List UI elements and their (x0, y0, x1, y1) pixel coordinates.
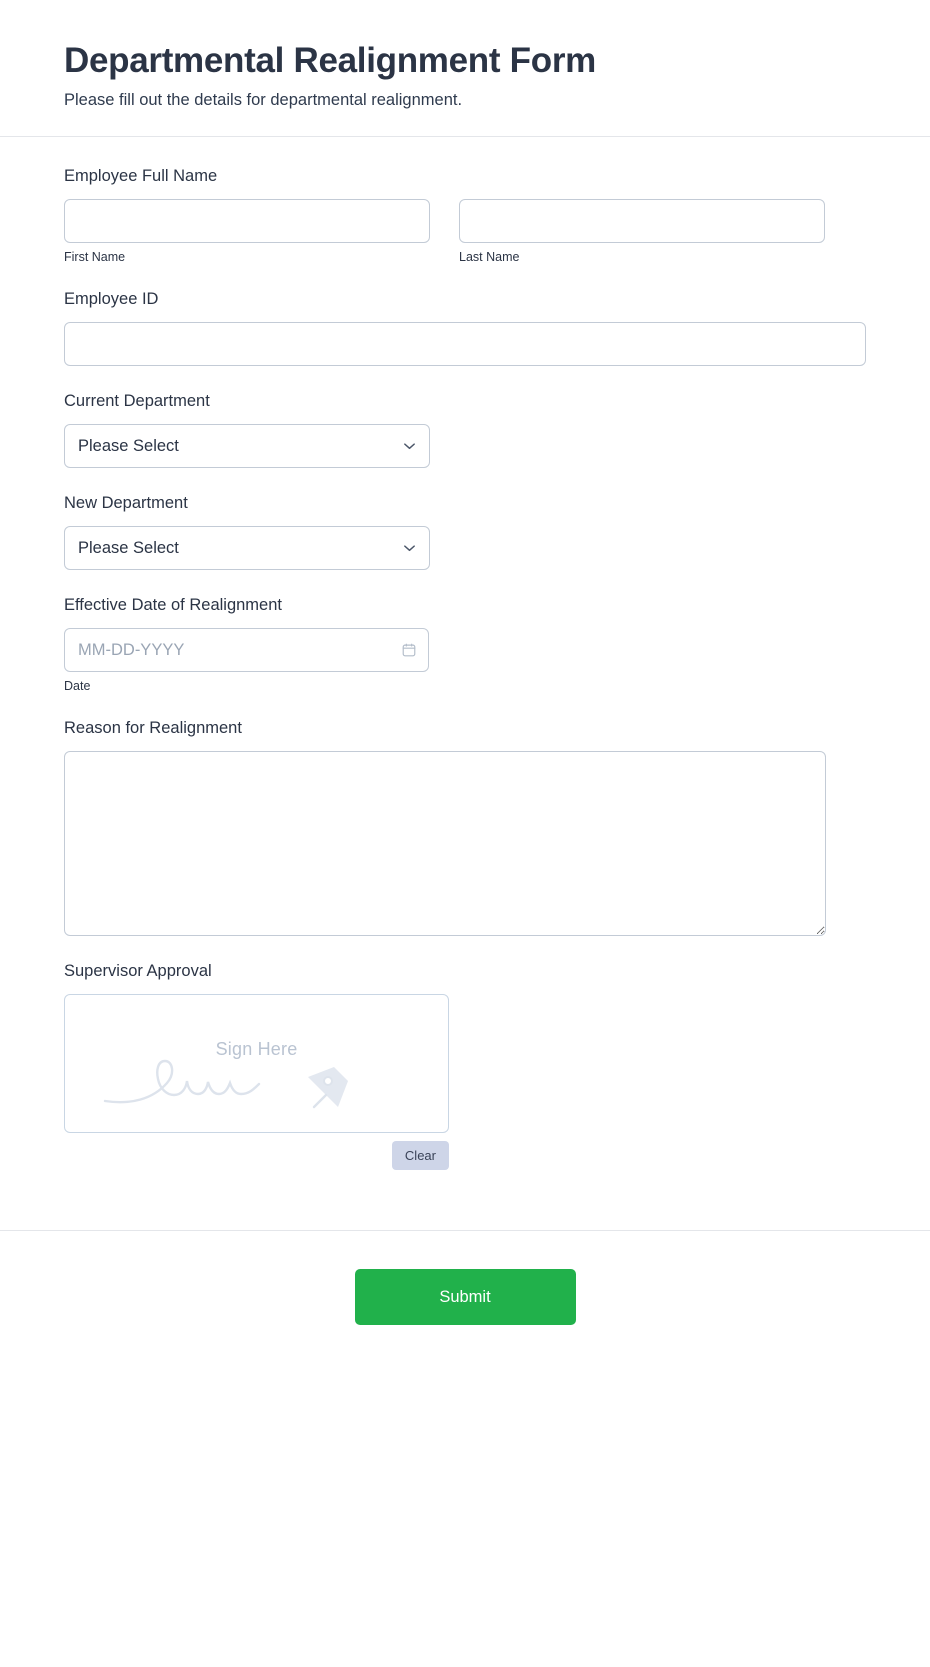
field-effective-date (64, 596, 866, 719)
signature-hint: Sign Here (215, 1039, 298, 1060)
calendar-icon[interactable] (401, 642, 417, 658)
current-department-select[interactable] (64, 424, 430, 468)
clear-signature-button[interactable]: Clear (392, 1141, 449, 1170)
signature-placeholder-art (103, 1049, 403, 1118)
effective-date-value[interactable]: MM-DD-YYYY (64, 628, 429, 672)
page-title: Departmental Realignment Form (64, 41, 596, 80)
signature-pad[interactable] (64, 994, 449, 1133)
form-body (0, 137, 930, 1196)
last-name-sublabel: Last Name (459, 250, 520, 265)
last-name-group (459, 199, 825, 264)
field-employee-full-name (64, 167, 866, 290)
signature-actions (64, 1141, 449, 1170)
submit-button[interactable]: Submit (355, 1269, 576, 1325)
last-name-input[interactable] (459, 199, 825, 243)
label-employee-full-name: Employee Full Name (64, 167, 218, 186)
first-name-input[interactable] (64, 199, 430, 243)
label-employee-id: Employee ID (64, 290, 159, 309)
label-reason: Reason for Realignment (64, 719, 242, 738)
first-name-sublabel: First Name (64, 250, 126, 265)
effective-date-input[interactable] (64, 628, 429, 672)
label-new-department: New Department (64, 494, 188, 513)
new-department-value[interactable]: Please Select (64, 526, 430, 570)
form-header (0, 0, 930, 137)
page-subtitle: Please fill out the details for departmental realignment. (64, 91, 463, 110)
reason-textarea[interactable] (64, 751, 826, 936)
field-current-department (64, 392, 866, 494)
field-supervisor-approval (64, 962, 866, 1196)
label-effective-date: Effective Date of Realignment (64, 596, 282, 615)
name-row (64, 199, 866, 264)
new-department-select[interactable] (64, 526, 430, 570)
field-reason (64, 719, 866, 962)
current-department-value[interactable]: Please Select (64, 424, 430, 468)
pen-nib-icon (308, 1067, 348, 1107)
field-new-department (64, 494, 866, 596)
field-employee-id (64, 290, 866, 392)
label-supervisor-approval: Supervisor Approval (64, 962, 212, 981)
label-current-department: Current Department (64, 392, 210, 411)
first-name-group (64, 199, 430, 264)
employee-id-input[interactable] (64, 322, 866, 366)
effective-date-sublabel: Date (64, 679, 91, 694)
form-footer (0, 1230, 930, 1385)
